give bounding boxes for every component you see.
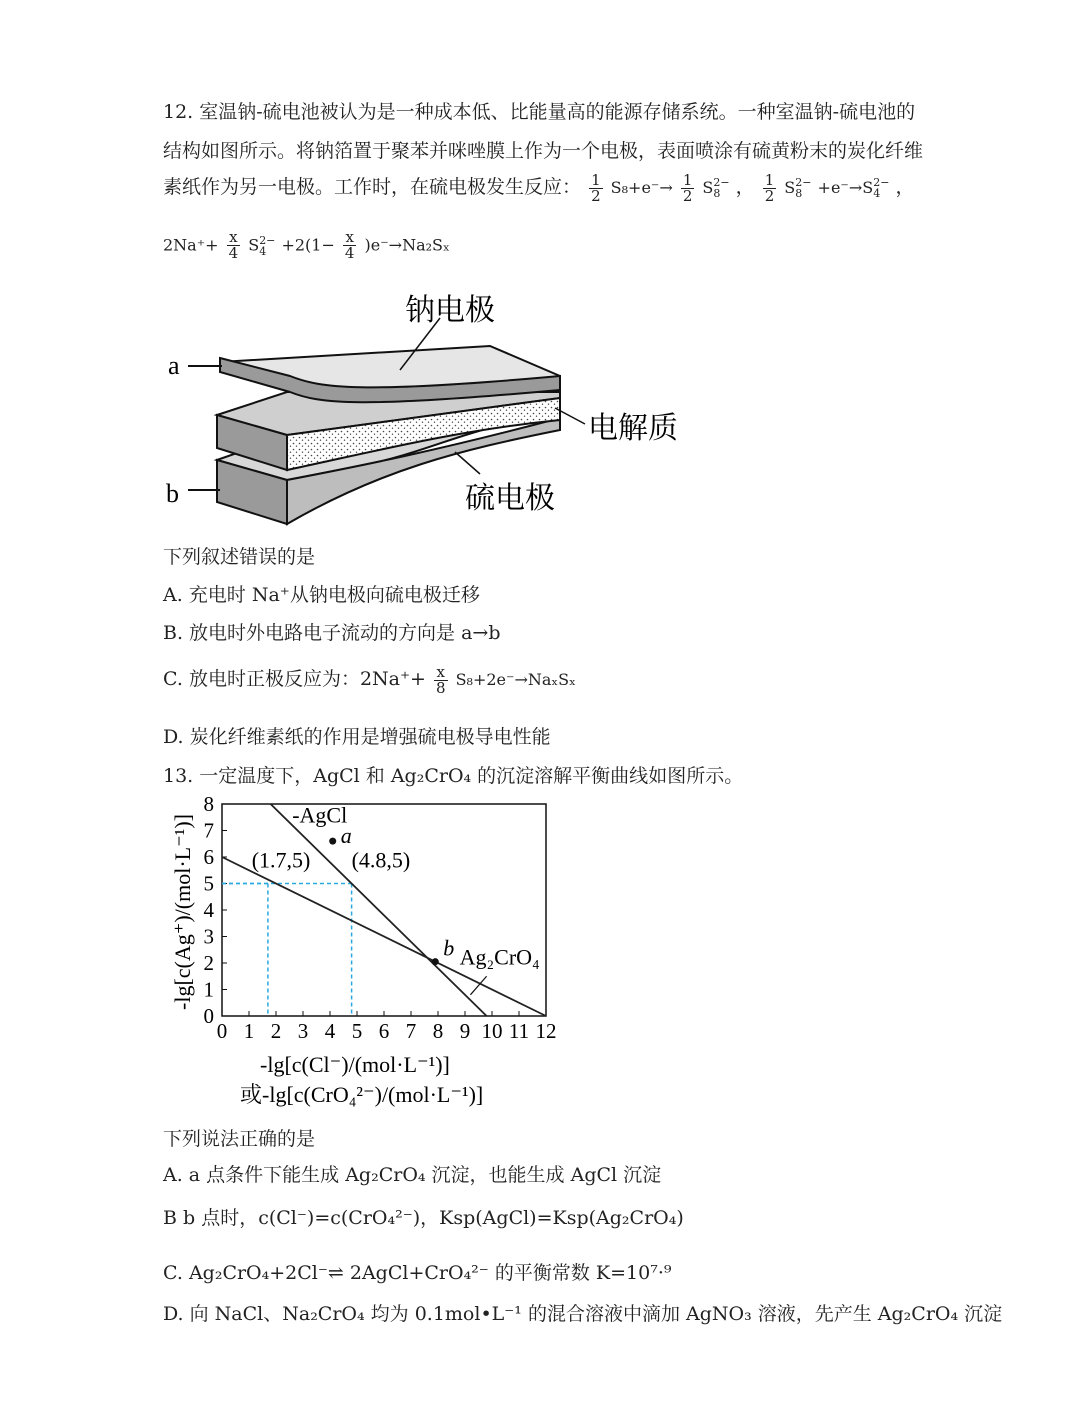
eq-comma: ， xyxy=(735,176,755,198)
battery-diagram xyxy=(160,280,700,530)
point-b xyxy=(432,958,439,965)
label-b: b xyxy=(166,479,179,508)
y-tick-label: 3 xyxy=(203,924,214,949)
y-tick-label: 7 xyxy=(203,818,214,843)
x-tick-label: 6 xyxy=(378,1019,390,1043)
x-tick-label: 12 xyxy=(535,1019,557,1043)
eq-ion-s4: 2− 4 xyxy=(873,176,890,200)
eq-comma-2: ， xyxy=(895,176,915,198)
x-tick-label: 1 xyxy=(243,1019,255,1043)
eq4-mid: +2(1− xyxy=(281,235,335,255)
q12-line-1: 12. 室温钠-硫电池被认为是一种成本低、比能量高的能源存储系统。一种室温钠-硫电池的 xyxy=(163,101,916,123)
q12-question: 下列叙述错误的是 xyxy=(163,546,316,568)
label-electrolyte: 电解质 xyxy=(588,412,678,445)
series-label-agcl: -AgCl xyxy=(292,802,348,828)
q12-line-4 xyxy=(163,230,450,261)
series-line-agcl xyxy=(271,804,487,1016)
eq4-ion: 2− 4 xyxy=(259,233,276,258)
eq4-end: )e⁻→Na₂Sₓ xyxy=(364,235,450,255)
eq-s-1: S xyxy=(702,178,714,197)
y-tick-label: 8 xyxy=(203,792,214,816)
q12-option-a: A. 充电时 Na⁺从钠电极向硫电极迁移 xyxy=(163,584,480,606)
x-tick-label: 8 xyxy=(432,1019,444,1043)
fraction-half-2: $\frac{1}{2}$ xyxy=(682,170,693,205)
x-axis-label-2: 或-lg[c(CrO₄²⁻)/(mol·L⁻¹)] xyxy=(240,1082,484,1107)
x-tick-label: 5 xyxy=(351,1019,363,1043)
eq-s-2: S xyxy=(784,178,796,197)
y-tick-label: 4 xyxy=(203,898,214,922)
label-a: a xyxy=(168,351,180,380)
series-label-ag2cro4: Ag₂CrO₄ xyxy=(459,944,540,970)
q12-option-c-prefix: C. 放电时正极反应为：2Na⁺+ xyxy=(163,668,426,690)
fraction-x-8: $\frac{x}{8}$ xyxy=(435,662,446,697)
y-tick-label: 6 xyxy=(203,845,214,869)
fraction-half-3: $\frac{1}{2}$ xyxy=(764,170,775,205)
series-line-ag2cro4 xyxy=(222,857,546,1016)
x-tick-label: 7 xyxy=(405,1019,417,1043)
eq-s8-e: S₈+e⁻→ xyxy=(610,178,673,197)
fraction-x-4-b: $\frac{x}{4}$ xyxy=(344,228,355,262)
q13-question: 下列说法正确的是 xyxy=(163,1128,316,1150)
y-tick-label: 2 xyxy=(203,951,214,975)
q12-option-b: B. 放电时外电路电子流动的方向是 a→b xyxy=(163,622,501,644)
point-label-b: b xyxy=(443,935,455,961)
sodium-electrode xyxy=(220,346,560,402)
annotation-1-7-5: (1.7,5) xyxy=(251,847,311,873)
q13-option-c: C. Ag₂CrO₄+2Cl⁻⇌ 2AgCl+CrO₄²⁻ 的平衡常数 K=10⁷·⁹ xyxy=(163,1262,672,1284)
x-tick-label: 4 xyxy=(324,1019,336,1043)
y-tick-label: 1 xyxy=(203,977,214,1002)
point-label-a: a xyxy=(340,823,352,849)
x-tick-label: 10 xyxy=(481,1019,503,1043)
y-tick-label: 0 xyxy=(203,1004,214,1028)
eq4-prefix: 2Na⁺+ xyxy=(163,235,219,255)
q13-line-1: 13. 一定温度下，AgCl 和 Ag₂CrO₄ 的沉淀溶解平衡曲线如图所示。 xyxy=(163,765,744,787)
plot-frame xyxy=(222,804,546,1016)
eq-plus-e: +e⁻→S xyxy=(817,178,874,197)
q12-line-3-text: 素纸作为另一电极。工作时，在硫电极发生反应： xyxy=(163,176,582,198)
y-axis-label: -lg[c(Ag⁺)/(mol·L⁻¹)] xyxy=(170,814,195,1010)
fraction-x-4: $\frac{x}{4}$ xyxy=(228,228,239,262)
q12-line-2: 结构如图所示。将钠箔置于聚苯并咪唑膜上作为一个电极，表面喷涂有硫黄粉末的炭化纤维 xyxy=(163,140,924,162)
fraction-half-1: $\frac{1}{2}$ xyxy=(591,170,601,205)
eq4-s: S xyxy=(248,235,260,255)
q12-option-c-suffix: S₈+2e⁻→NaₓSₓ xyxy=(455,670,576,689)
x-tick-label: 11 xyxy=(508,1019,530,1043)
x-tick-label: 9 xyxy=(459,1019,471,1043)
eq-ion-s8-b: 2− 8 xyxy=(795,176,812,200)
solubility-chart xyxy=(160,790,580,1115)
label-sulfur-electrode: 硫电极 xyxy=(465,482,555,515)
x-axis-label-1: -lg[c(Cl⁻)/(mol·L⁻¹)] xyxy=(260,1052,450,1077)
point-a xyxy=(329,838,336,845)
eq-ion-s8: 2− 8 xyxy=(713,176,730,200)
q12-option-d: D. 炭化纤维素纸的作用是增强硫电极导电性能 xyxy=(163,726,551,748)
annotation-4-8-5: (4.8,5) xyxy=(351,847,411,873)
q12-option-c xyxy=(163,664,576,696)
y-tick-label: 5 xyxy=(203,871,214,896)
q13-option-b: B b 点时，c(Cl⁻)=c(CrO₄²⁻)，Ksp(AgCl)=Ksp(Ag₂CrO₄) xyxy=(163,1207,684,1229)
x-tick-label: 0 xyxy=(216,1019,228,1043)
label-sodium-electrode: 钠电极 xyxy=(405,294,495,327)
x-tick-label: 2 xyxy=(270,1019,282,1043)
x-tick-label: 3 xyxy=(297,1019,309,1043)
q13-option-d: D. 向 NaCl、Na₂CrO₄ 均为 0.1mol•L⁻¹ 的混合溶液中滴加 AgNO₃ 溶液，先产生 Ag₂CrO₄ 沉淀 xyxy=(163,1303,1003,1325)
q12-line-3 xyxy=(163,172,915,204)
q13-option-a: A. a 点条件下能生成 Ag₂CrO₄ 沉淀，也能生成 AgCl 沉淀 xyxy=(163,1164,662,1186)
